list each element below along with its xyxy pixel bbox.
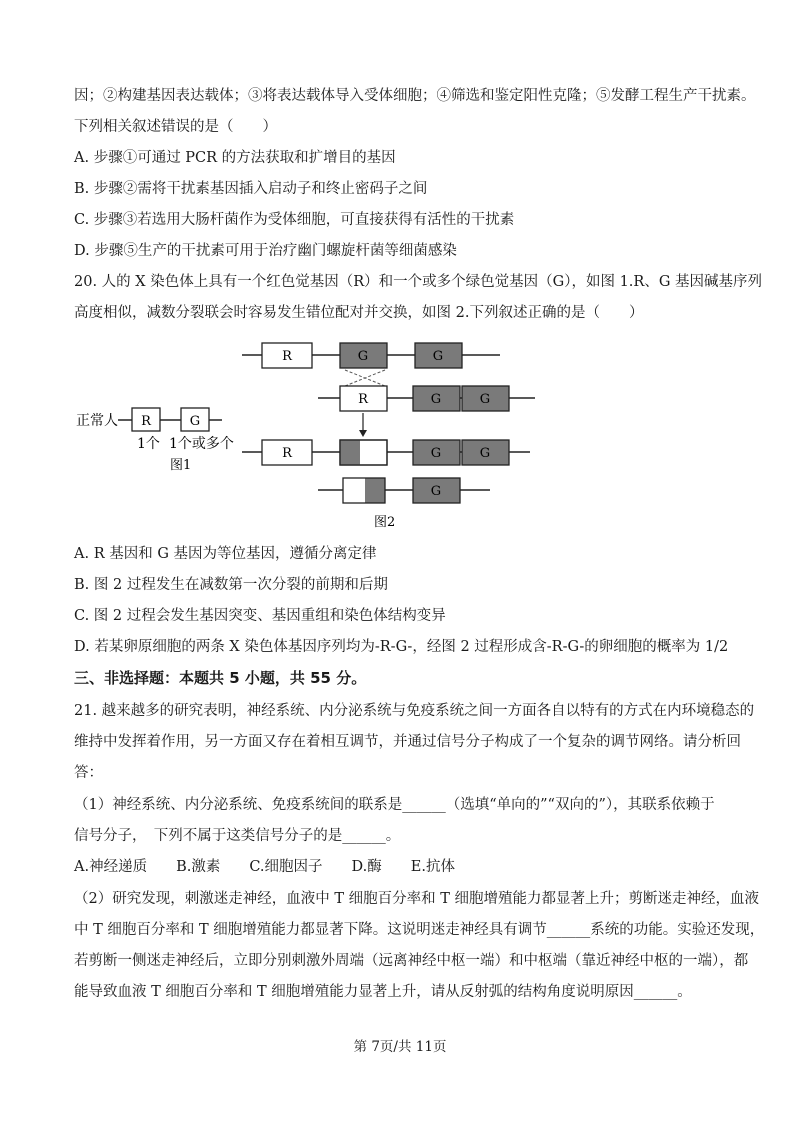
section-heading: 三、非选择题：本题共 5 小题，共 55 分。: [74, 669, 367, 687]
q20-text-line-2: 高度相似，减数分裂联会时容易发生错位配对并交换，如图 2.下列叙述正确的是（ ）: [74, 305, 644, 321]
q20-text-line-1: 20. 人的 X 染色体上具有一个红色觉基因（R）和一个或多个绿色觉基因（G），如图 1.R、G 基因碱基序列: [74, 274, 763, 290]
fig2-gene-r-row1-label: R: [282, 349, 292, 364]
q20-option-a: A. R 基因和 G 基因为等位基因，遵循分离定律: [74, 546, 377, 562]
fig2-caption: 图2: [374, 515, 396, 530]
q20-option-b: B. 图 2 过程发生在减数第一次分裂的前期和后期: [74, 577, 388, 593]
q21-part1-line-2: 信号分子， 下列不属于这类信号分子的是______。: [74, 828, 401, 844]
fig2-gene-g-row3-b-label: G: [479, 446, 491, 461]
fig1-normal-label: 正常人: [76, 413, 118, 429]
q19-option-d: D. 步骤⑤生产的干扰素可用于治疗幽门螺旋杆菌等细菌感染: [74, 243, 457, 259]
fig1-count-r: 1个: [137, 436, 160, 452]
fig2-gene-g-row3-a-label: G: [430, 446, 442, 461]
q21-part1-options: A.神经递质 B.激素 C.细胞因子 D.酶 E.抗体: [74, 859, 455, 875]
fig2-hybrid-gene-row3-shade: [340, 440, 360, 465]
q19-option-b: B. 步骤②需将干扰素基因插入启动子和终止密码子之间: [74, 181, 428, 197]
q20-option-c: C. 图 2 过程会发生基因突变、基因重组和染色体结构变异: [74, 608, 446, 624]
page-number: 第 7页/共 11页: [353, 1039, 447, 1055]
fig2-gene-g-row1-a-label: G: [357, 349, 369, 364]
q21-part1-line-1: （1）神经系统、内分泌系统、免疫系统间的联系是______（选填“单向的”“双向的”），其联系依赖于: [74, 797, 715, 813]
fig2-gene-r-row2-label: R: [358, 392, 368, 407]
chromosome-figure: [0, 330, 800, 540]
fig2-gene-g-row2-a-label: G: [430, 392, 442, 407]
q21-part2-line-2: 中 T 细胞百分率和 T 细胞增殖能力都显著下降。这说明迷走神经具有调节______系统的功能。实验还发现，: [74, 922, 765, 938]
q21-part2-line-4: 能导致血液 T 细胞百分率和 T 细胞增殖能力显著上升，请从反射弧的结构角度说明原因______。: [74, 984, 692, 1000]
fig2-hybrid-gene-row4-shade: [365, 478, 385, 503]
fig1-caption: 图1: [170, 458, 192, 473]
q21-text-line-2: 维持中发挥着作用，另一方面又存在着相互调节，并通过信号分子构成了一个复杂的调节网络。请分析回: [74, 734, 741, 750]
fig2-gene-g-row4-label: G: [430, 484, 442, 499]
q20-option-d: D. 若某卵原细胞的两条 X 染色体基因序列均为-R-G-，经图 2 过程形成含-R-G-的卵细胞的概率为 1/2: [74, 639, 729, 655]
fig1-gene-r-label: R: [141, 414, 151, 429]
process-arrow-head: [359, 430, 367, 437]
q19-option-c: C. 步骤③若选用大肠杆菌作为受体细胞，可直接获得有活性的干扰素: [74, 212, 515, 228]
fig1-gene-g-label: G: [189, 414, 201, 429]
q19-prompt: 下列相关叙述错误的是（ ）: [74, 119, 277, 135]
q21-text-line-3: 答：: [74, 765, 103, 781]
fig2-gene-r-row3-label: R: [282, 446, 292, 461]
q19-text-line-1: 因；②构建基因表达载体；③将表达载体导入受体细胞；④筛选和鉴定阳性克隆；⑤发酵工程生产干扰素。: [74, 88, 756, 104]
q21-text-line-1: 21. 越来越多的研究表明，神经系统、内分泌系统与免疫系统之间一方面各自以特有的方式在内环境稳态的: [74, 703, 755, 719]
q21-part2-line-1: （2）研究发现，刺激迷走神经，血液中 T 细胞百分率和 T 细胞增殖能力都显著上升；剪断迷走神经，血液: [74, 891, 760, 907]
fig2-gene-g-row2-b-label: G: [479, 392, 491, 407]
fig2-gene-g-row1-b-label: G: [432, 349, 444, 364]
q21-part2-line-3: 若剪断一侧迷走神经后，立即分别刺激外周端（远离神经中枢一端）和中枢端（靠近神经中枢的一端），都: [74, 953, 749, 969]
q19-option-a: A. 步骤①可通过 PCR 的方法获取和扩增目的基因: [74, 150, 396, 166]
fig1-count-g: 1个或多个: [169, 436, 234, 452]
